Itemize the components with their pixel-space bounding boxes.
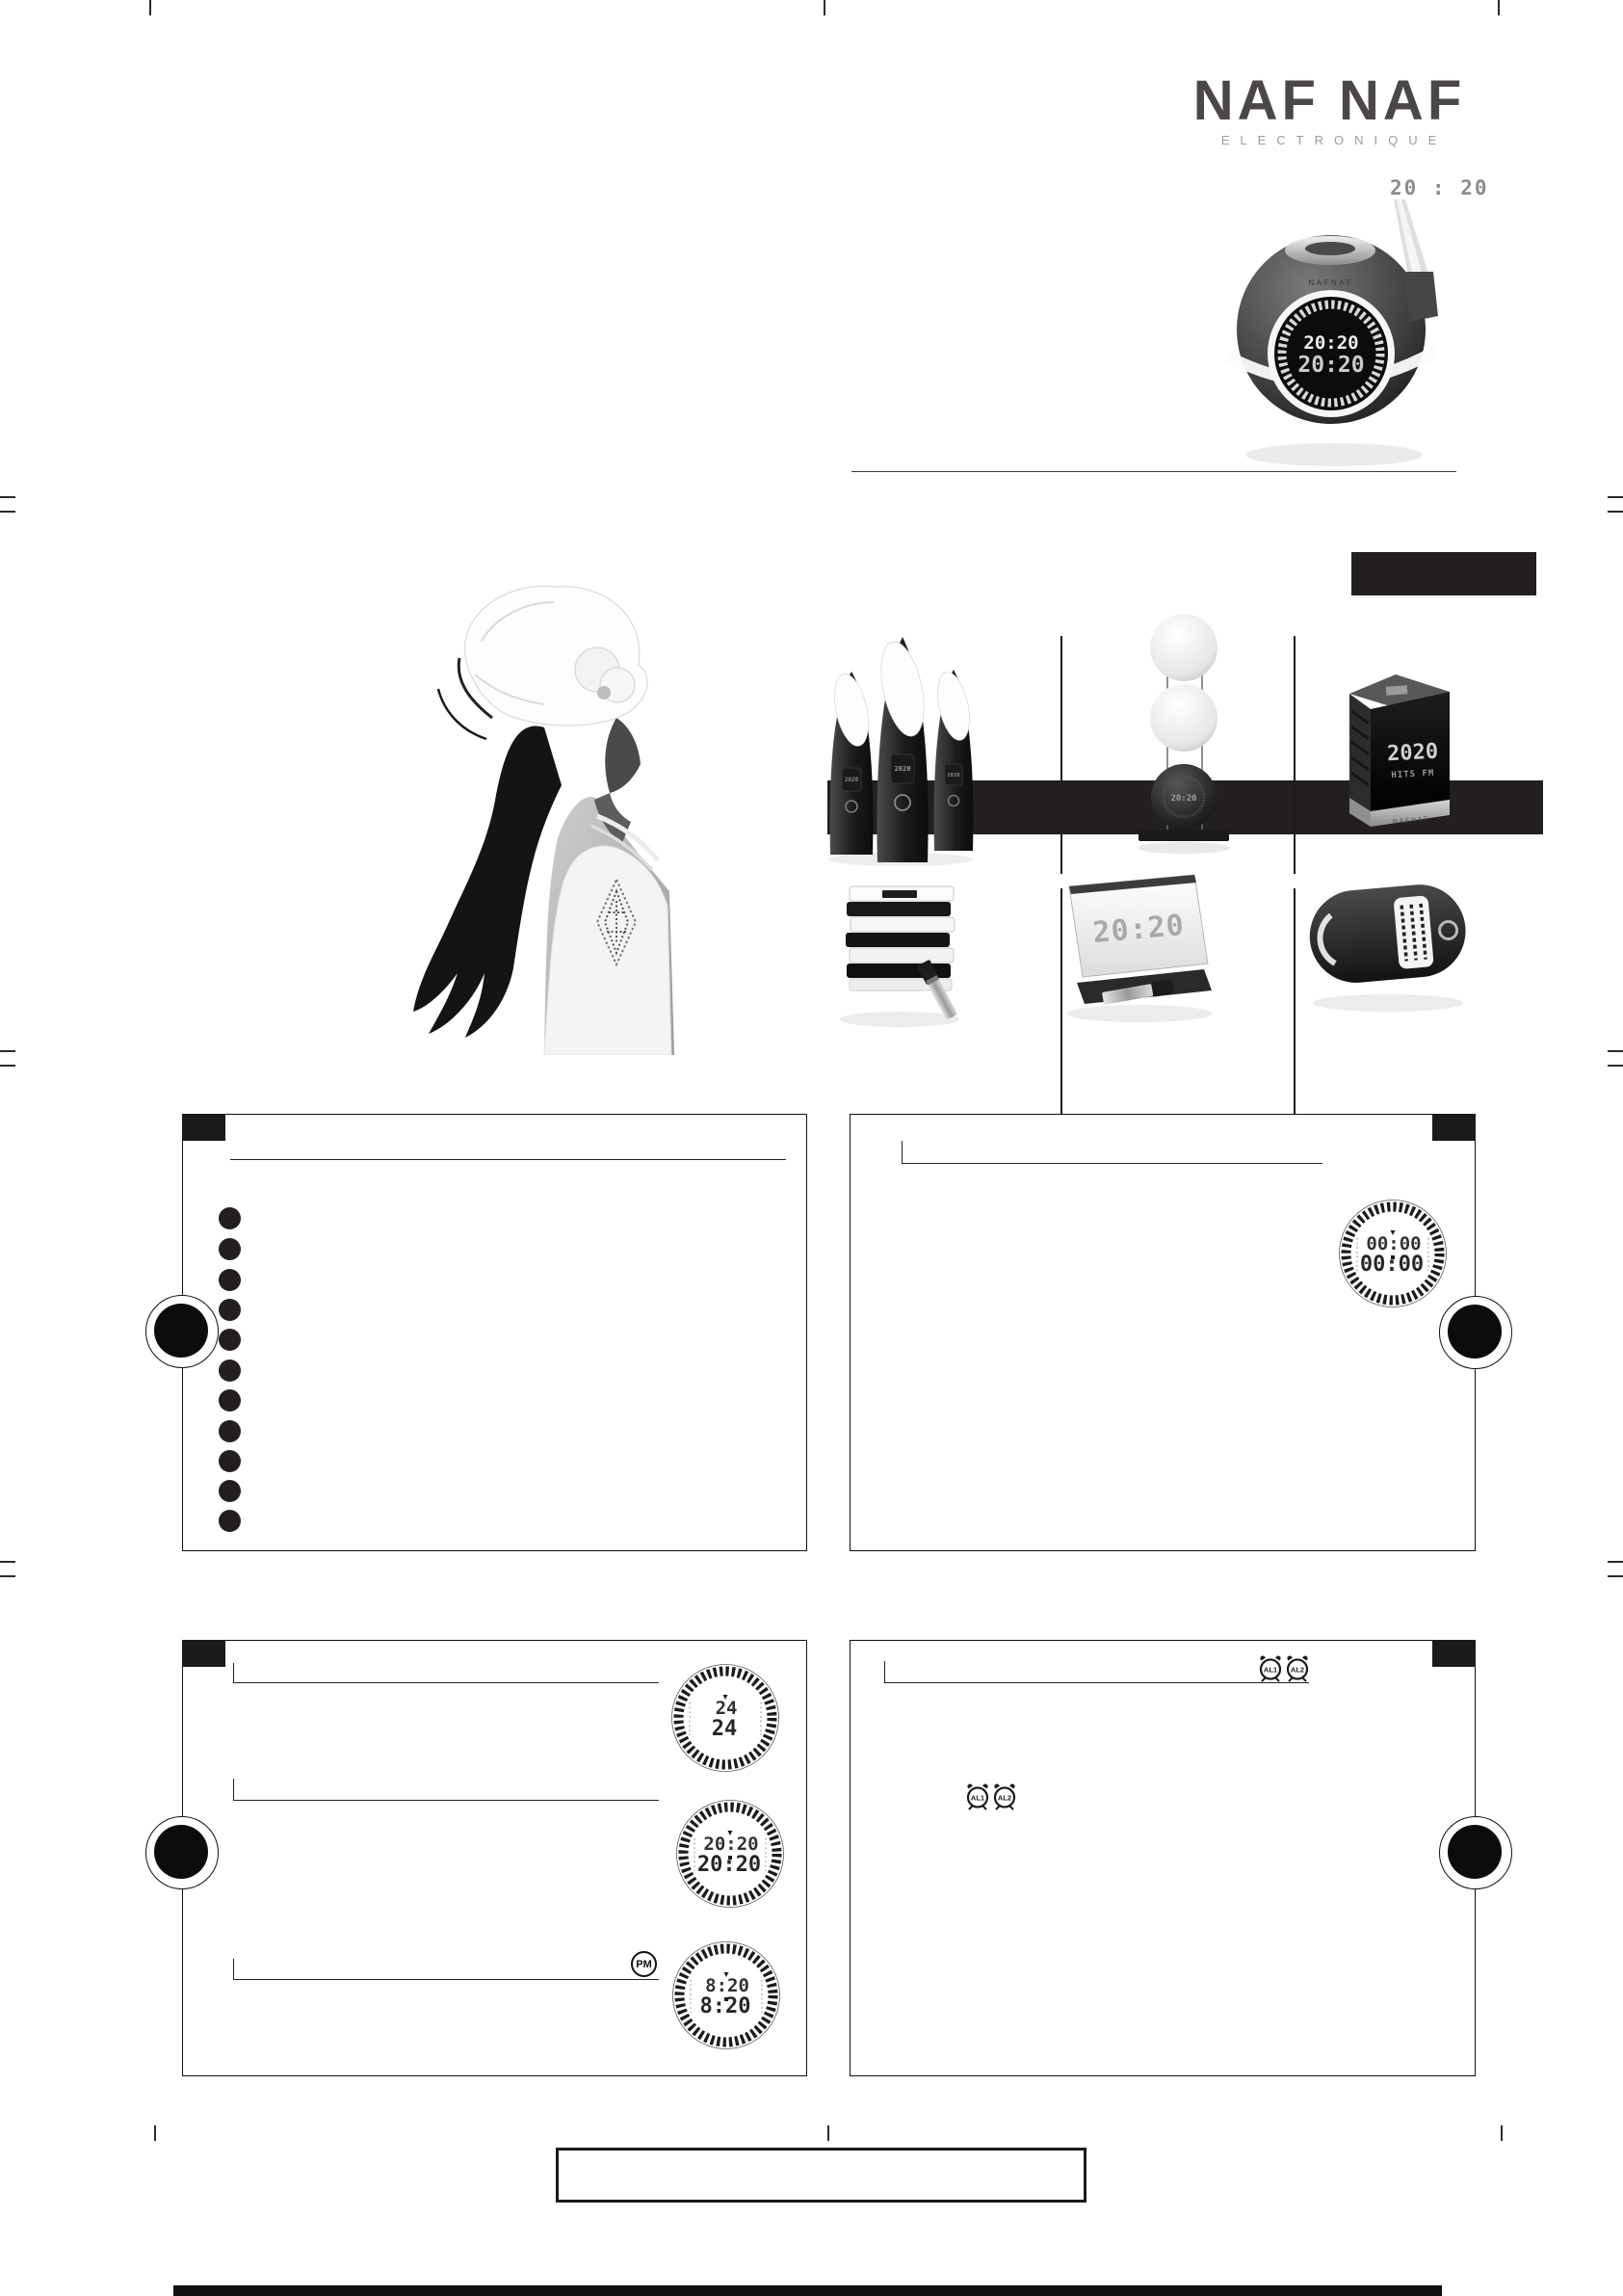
hero-shadow: [1245, 443, 1423, 466]
product-shadow: [1138, 842, 1230, 854]
catalog-divider: [1294, 888, 1296, 1116]
crop-mark: [0, 496, 15, 498]
frame-display-time: 20:20: [1091, 908, 1187, 951]
brand-name: NAF NAF: [1192, 69, 1466, 132]
product-sphere-stack-image: [1125, 607, 1245, 865]
bullet-dot: [219, 1510, 241, 1532]
step-bracket: [233, 1663, 659, 1683]
face-profile: [605, 718, 641, 793]
crop-mark: [0, 1575, 15, 1577]
hat-flower-center: [597, 686, 611, 699]
alarm2-icon: [992, 1782, 1017, 1812]
hair: [413, 726, 562, 1038]
crop-mark: [824, 0, 825, 15]
crop-mark: [1501, 2125, 1503, 2141]
svg-text:AL1: AL1: [1263, 1665, 1278, 1675]
projector-housing: [1404, 272, 1438, 322]
bullet-dot: [219, 1269, 241, 1291]
catalog-divider: [1294, 636, 1296, 874]
corner-tab: [1432, 1114, 1476, 1141]
cube-display-station: HITS FM: [1391, 768, 1435, 781]
section-box-alarms: [850, 1640, 1476, 2076]
crop-mark: [1608, 1561, 1623, 1563]
slab-white: [850, 948, 954, 963]
footer-box: [556, 2148, 1086, 2203]
cube-top-button: [1386, 685, 1408, 696]
stand-base: [1139, 830, 1229, 841]
clock-dial: [1333, 1194, 1453, 1313]
alarm1-icon: [965, 1782, 990, 1812]
crop-mark: [0, 511, 15, 513]
fashion-photo: [400, 573, 679, 1055]
pod-body: [1306, 881, 1470, 987]
slab-white: [851, 917, 955, 932]
white-sphere: [1150, 684, 1217, 752]
section-title-bracket: [902, 1141, 1322, 1164]
bullet-dot: [219, 1389, 241, 1412]
product-shadow: [1067, 1005, 1212, 1022]
slab-inset: [882, 890, 917, 898]
dial-row1: 00:00: [1366, 1233, 1422, 1254]
crop-mark: [0, 1561, 15, 1563]
bullet-dot: [219, 1329, 241, 1351]
bullet-dot: [219, 1207, 241, 1229]
cube-display-time: 2020: [1386, 739, 1439, 767]
dial-row2: 00:00: [1359, 1253, 1425, 1277]
hero-display-row2: 20:20: [1297, 353, 1365, 378]
product-slab-stack-image: [830, 865, 980, 1039]
product-pod-radio-image: [1302, 860, 1474, 1019]
white-hat: [464, 586, 647, 726]
hero-projection-clock-image: [1209, 166, 1527, 479]
bullet-dot: [219, 1420, 241, 1442]
crop-mark: [154, 2125, 156, 2141]
dial-row2: 20:20: [696, 1853, 762, 1877]
dial-row2: 24: [711, 1717, 738, 1741]
hero-brand-label: NAFNAF: [1308, 278, 1354, 287]
crop-mark: [1608, 1065, 1623, 1067]
slab-dark: [846, 933, 950, 947]
crop-mark: [0, 1050, 15, 1052]
crop-mark: [827, 2125, 829, 2141]
crop-mark: [0, 1065, 15, 1067]
catalog-divider: [1060, 636, 1062, 874]
hole-punch-marker: [145, 1816, 219, 1889]
dial-row1: 8:20: [705, 1975, 749, 1996]
crop-mark: [1498, 0, 1500, 15]
product-shadow: [840, 1012, 959, 1027]
clock-dial-24h: [670, 1794, 790, 1913]
crop-mark: [1608, 511, 1623, 513]
dial-row1: 20:20: [703, 1834, 759, 1855]
projected-time-text: 20 : 20: [1390, 176, 1489, 199]
bullet-dot: [219, 1238, 241, 1260]
corner-tab: [182, 1114, 225, 1141]
hole-punch-marker: [1439, 1296, 1512, 1369]
svg-text:AL2: AL2: [1290, 1665, 1305, 1675]
hole-punch-marker: [1439, 1816, 1512, 1889]
crop-mark: [149, 0, 151, 15]
corner-tab: [182, 1640, 225, 1667]
svg-text:AL1: AL1: [970, 1793, 985, 1803]
section-title-bracket: [884, 1661, 1309, 1683]
brand-logo: [1179, 69, 1479, 147]
corner-tab: [1432, 1640, 1476, 1667]
brand-subtitle: ELECTRONIQUE: [1220, 133, 1448, 147]
product-shadow: [1313, 994, 1463, 1012]
section-box-time-format: [182, 1640, 807, 2076]
pm-badge-label: PM: [636, 1958, 652, 1970]
dial-row2: 8:20: [699, 1994, 751, 2019]
product-frame-clock-image: [1048, 869, 1226, 1033]
bullet-dot: [219, 1299, 241, 1321]
product-tower-clocks-image: [819, 621, 982, 867]
pm-badge: [631, 1951, 657, 1977]
bullet-dot: [219, 1450, 241, 1472]
footer-bar: [173, 2285, 1442, 2296]
sphere-clock-display: 20:20: [1170, 794, 1197, 804]
svg-text:2020: 2020: [947, 773, 960, 779]
hero-underline: [851, 471, 1456, 472]
hole-punch-marker: [145, 1295, 219, 1368]
slab-dark: [847, 902, 951, 916]
dial-row1: 24: [715, 1698, 738, 1719]
step-bracket: [233, 1779, 659, 1801]
alarm2-icon: [1285, 1654, 1310, 1684]
cube-base-brand: NAFNAF: [1392, 815, 1430, 826]
svg-text:AL2: AL2: [997, 1793, 1012, 1803]
crop-mark: [1608, 1575, 1623, 1577]
section-title-rule: [230, 1138, 786, 1160]
svg-text:2020: 2020: [844, 777, 859, 783]
step-bracket: [233, 1959, 659, 1980]
clock-dial-12h: [667, 1936, 786, 2055]
white-sphere: [1150, 614, 1217, 681]
hair-wisp: [438, 689, 486, 739]
tower-left: [828, 672, 874, 855]
tower-center: [874, 637, 931, 862]
section-box-features: [182, 1114, 807, 1551]
hero-display-row1: 20:20: [1303, 332, 1359, 354]
product-cube-clock-image: [1332, 665, 1459, 843]
crop-mark: [1608, 1050, 1623, 1052]
svg-text:2020: 2020: [894, 765, 911, 773]
bullet-dot: [219, 1480, 241, 1502]
section-box-display: [850, 1114, 1476, 1551]
crop-mark: [1608, 496, 1623, 498]
catalog-banner-small: [1351, 552, 1536, 595]
alarm1-icon: [1258, 1654, 1283, 1684]
snooze-slot: [1305, 242, 1355, 255]
bullet-dot: [219, 1359, 241, 1382]
tower-right: [932, 670, 975, 851]
clock-dial-format: [666, 1658, 785, 1778]
